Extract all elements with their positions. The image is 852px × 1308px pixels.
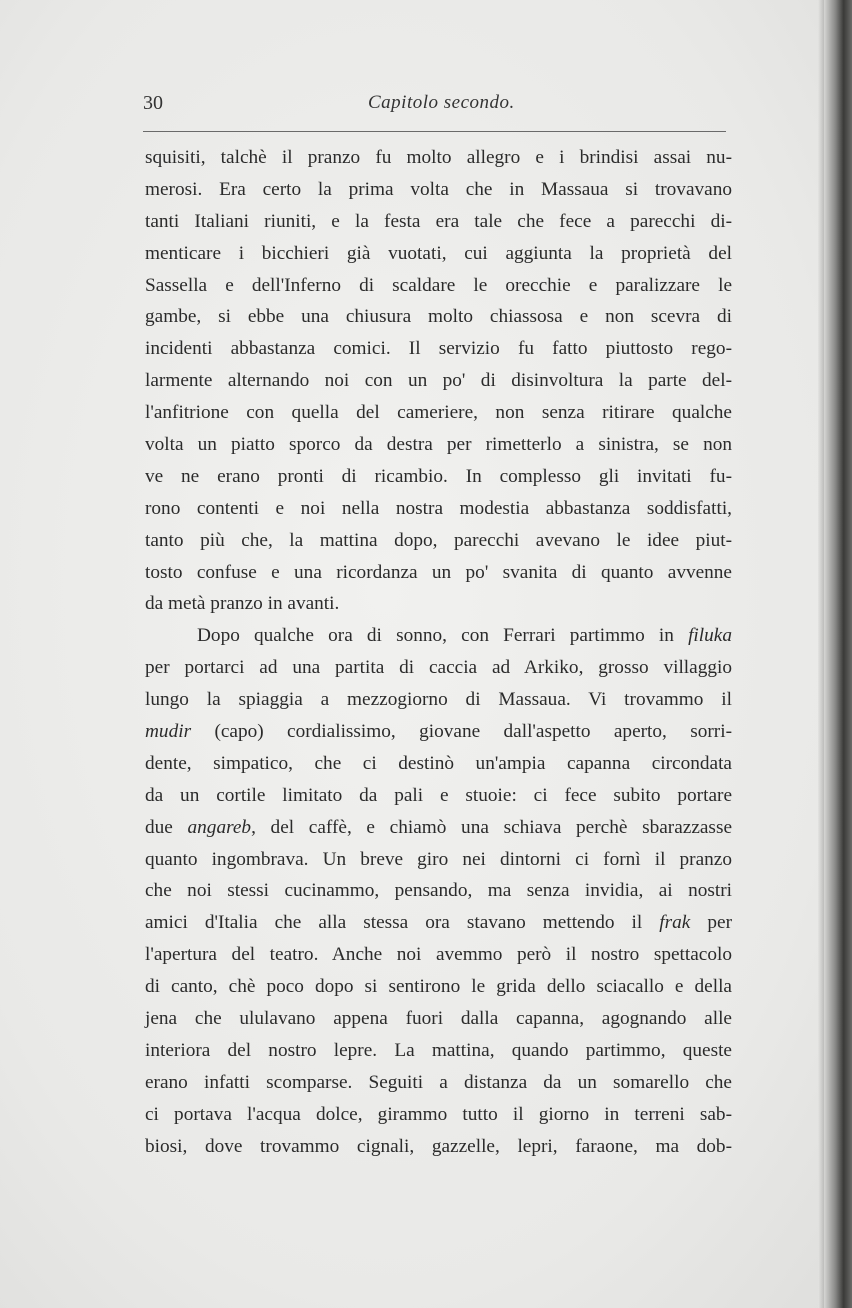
text-line: interiora del nostro lepre. La mattina, quando partimmo, queste [145,1039,732,1061]
text-run: amici d'Italia che alla stessa ora stavano mettendo il [145,912,660,934]
text-line: gambe, si ebbe una chiusura molto chiassosa e non scevra di [145,306,732,328]
text-line: volta un piatto sporco da destra per rimetterlo a sinistra, se non [145,434,732,456]
text-line: merosi. Era certo la prima volta che in Massaua si trovavano [145,178,732,200]
text-run: , del caffè, e chiamò una schiava perchè sbarazzasse [251,816,732,838]
italic-word: angareb [187,816,252,838]
text-line: l'apertura del teatro. Anche noi avemmo però il nostro spettacolo [145,944,732,966]
page-number: 30 [143,92,163,114]
text-line: jena che ululavano appena fuori dalla capanna, agognando alle [145,1008,732,1030]
text-line: per portarci ad una partita di caccia ad Arkiko, grosso villaggio [145,657,732,679]
text-line: incidenti abbastanza comici. Il servizio fu fatto piuttosto rego- [145,338,732,360]
italic-word: mudir [145,721,192,743]
text-line: ve ne erano pronti di ricambio. In complesso gli invitati fu- [145,465,732,487]
text-run: per [690,912,732,934]
running-title: Capitolo secondo. [368,92,515,113]
text-line [145,620,732,652]
text-line: rono contenti e noi nella nostra modestia abbastanza soddisfatti, [145,497,732,519]
text-line: l'anfitrione con quella del cameriere, non senza ritirare qualche [145,402,732,424]
text-line: quanto ingombrava. Un breve giro nei dintorni ci fornì il pranzo [145,848,732,870]
text-line: larmente alternando noi con un po' di disinvoltura la parte del- [145,370,732,392]
text-line: Sassella e dell'Inferno di scaldare le orecchie e paralizzare le [145,274,732,296]
text-line: menticare i bicchieri già vuotati, cui aggiunta la proprietà del [145,242,732,264]
body-text [145,142,732,1163]
text-line: lungo la spiaggia a mezzogiorno di Massaua. Vi trovammo il [145,689,732,711]
text-line: che noi stessi cucinammo, pensando, ma senza invidia, ai nostri [145,880,732,902]
running-header [143,92,733,122]
paragraph-1 [145,142,732,620]
text-run: Dopo qualche ora di sonno, con Ferrari partimmo in [197,625,689,647]
italic-word: filuka [688,625,732,647]
text-line [145,907,732,939]
text-line: biosi, dove trovammo cignali, gazzelle, lepri, faraone, ma dob- [145,1135,732,1157]
text-line: erano infatti scomparse. Seguiti a distanza da un somarello che [145,1071,732,1093]
text-line: da metà pranzo in avanti. [145,593,340,615]
text-line: da un cortile limitato da pali e stuoie: ci fece subito portare [145,784,732,806]
text-line: squisiti, talchè il pranzo fu molto allegro e i brindisi assai nu- [145,147,732,168]
italic-word: frak [659,912,691,934]
text-line: tanto più che, la mattina dopo, parecchi avevano le idee piut- [145,529,732,551]
text-line [145,716,732,748]
text-line: dente, simpatico, che ci destinò un'ampia capanna circondata [145,752,732,774]
text-line: tanti Italiani riuniti, e la festa era tale che fece a parecchi di- [145,210,732,232]
text-line: tosto confuse e una ricordanza un po' svanita di quanto avvenne [145,561,732,583]
header-rule [143,131,726,132]
paragraph-2 [145,620,732,1162]
text-run: (capo) cordialissimo, giovane dall'aspetto aperto, sorri- [191,721,732,743]
book-binding-edge [824,0,852,1308]
text-line: di canto, chè poco dopo si sentirono le grida dello sciacallo e della [145,976,732,998]
text-run: due [145,816,188,838]
text-line [145,812,732,844]
text-line: ci portava l'acqua dolce, girammo tutto il giorno in terreni sab- [145,1103,732,1125]
